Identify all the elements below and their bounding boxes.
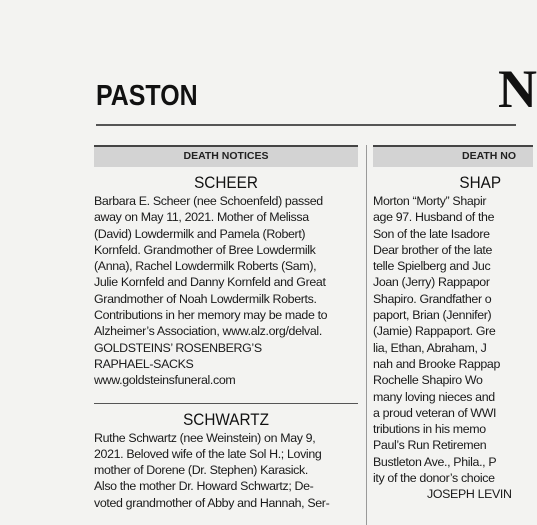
- notice-line: Grandmother of Noah Lowdermilk Roberts.: [94, 291, 317, 306]
- notice-body: [373, 193, 533, 503]
- notice-line: mother of Dorene (Dr. Stephen) Karasick.: [94, 463, 308, 478]
- notice-line: Alzheimer’s Association, www.alz.org/delval.: [94, 324, 322, 339]
- notice-surname: SHAP: [459, 173, 502, 192]
- notice-line: Also the mother Dr. Howard Schwartz; De-: [94, 479, 314, 494]
- masthead-fragment: N: [498, 59, 537, 119]
- header-rule: [96, 124, 516, 126]
- notice-line: nah and Brooke Rappap: [373, 356, 500, 371]
- notice-body: [94, 193, 358, 389]
- notice-line: Shapiro. Grandfather o: [373, 291, 492, 306]
- notice-line: Dear brother of the late: [373, 242, 493, 257]
- notice-line: Julie Kornfeld and Danny Kornfeld and Great: [94, 275, 326, 290]
- death-notice: [373, 173, 533, 503]
- section-label: DEATH NOTICES: [94, 145, 358, 167]
- death-notice: [94, 410, 358, 511]
- funeral-home-name: JOSEPH LEVIN: [427, 487, 512, 502]
- notice-line: Joan (Jerry) Rappapor: [373, 275, 490, 290]
- column-divider: [366, 145, 367, 525]
- notice-line: 2021. Beloved wife of the late Sol H.; Loving: [94, 446, 322, 461]
- notice-line: a proud veteran of WWI: [373, 405, 497, 420]
- notice-line: Contributions in her memory may be made to: [94, 308, 328, 323]
- funeral-home-website: www.goldsteinsfuneral.com: [94, 373, 236, 388]
- notice-line: ity of the donor’s choice: [373, 471, 495, 486]
- notice-line: tributions in his memo: [373, 422, 486, 437]
- notice-line: many loving nieces and: [373, 389, 495, 404]
- notice-body: [94, 430, 358, 511]
- right-column: [373, 145, 533, 503]
- notice-line: Bustleton Ave., Phila., P: [373, 454, 497, 469]
- notice-line: paport, Brian (Jennifer): [373, 308, 492, 323]
- notice-line: Morton “Morty” Shapir: [373, 194, 487, 208]
- notice-surname: SCHEER: [194, 173, 258, 192]
- death-notice: [94, 173, 358, 404]
- notice-line: Ruthe Schwartz (nee Weinstein) on May 9,: [94, 430, 316, 445]
- notice-line: Rochelle Shapiro Wo: [373, 373, 483, 388]
- notice-line: age 97. Husband of the: [373, 210, 495, 225]
- funeral-home-name: GOLDSTEINS’ ROSENBERG’S: [94, 340, 262, 355]
- notice-line: lia, Ethan, Abraham, J: [373, 340, 487, 355]
- notice-line: (Anna), Rachel Lowdermilk Roberts (Sam),: [94, 259, 317, 274]
- notice-line: (David) Lowdermilk and Pamela (Robert): [94, 226, 306, 241]
- page-header-name: PASTON: [96, 80, 198, 112]
- notice-line: Kornfeld. Grandmother of Bree Lowdermilk: [94, 242, 316, 257]
- notice-line: voted grandmother of Abby and Hannah, Ser-: [94, 495, 330, 510]
- left-column: [94, 145, 358, 511]
- notice-line: (Jamie) Rappaport. Gre: [373, 324, 496, 339]
- notice-line: Paul’s Run Retiremen: [373, 438, 487, 453]
- notice-line: telle Spielberg and Juc: [373, 259, 491, 274]
- notice-line: Barbara E. Scheer (nee Schoenfeld) passed: [94, 194, 323, 208]
- notice-separator: [94, 403, 358, 404]
- notice-surname: SCHWARTZ: [183, 409, 269, 429]
- notice-line: away on May 11, 2021. Mother of Melissa: [94, 210, 309, 225]
- section-label: DEATH NO: [373, 145, 533, 167]
- notice-line: Son of the late Isadore: [373, 226, 490, 241]
- funeral-home-name: RAPHAEL-SACKS: [94, 356, 194, 371]
